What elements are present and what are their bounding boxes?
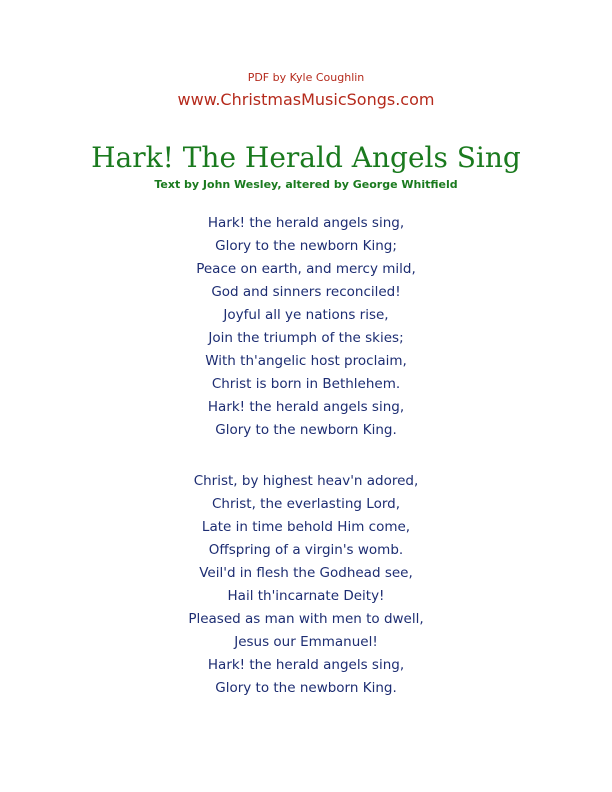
- lyric-line: God and sinners reconciled!: [211, 284, 401, 300]
- song-title: Hark! The Herald Angels Sing: [91, 141, 521, 174]
- lyric-line: Hark! the herald angels sing,: [207, 399, 405, 415]
- lyric-line: Christ, the everlasting Lord,: [211, 496, 401, 512]
- lyric-line: With th'angelic host proclaim,: [205, 353, 407, 369]
- lyric-line: Hail th'incarnate Deity!: [227, 588, 385, 604]
- lyric-line: Joyful all ye nations rise,: [223, 307, 389, 323]
- lyric-line: Glory to the newborn King.: [215, 680, 397, 696]
- lyric-line: Veil'd in flesh the Godhead see,: [199, 565, 413, 581]
- lyric-line: Join the triumph of the skies;: [208, 330, 404, 346]
- lyric-line: Christ is born in Bethlehem.: [211, 376, 401, 392]
- lyric-line: Hark! the herald angels sing,: [207, 657, 405, 673]
- website-link[interactable]: www.ChristmasMusicSongs.com: [177, 90, 435, 109]
- pdf-credit: PDF by Kyle Coughlin: [247, 71, 365, 84]
- lyric-line: Peace on earth, and mercy mild,: [196, 261, 416, 277]
- lyric-line: Pleased as man with men to dwell,: [188, 611, 424, 627]
- verse-1: [0, 212, 612, 442]
- lyric-line: Glory to the newborn King.: [215, 422, 397, 438]
- verse-2: [0, 470, 612, 700]
- lyric-line: Offspring of a virgin's womb.: [208, 542, 404, 558]
- lyric-line: Late in time behold Him come,: [201, 519, 411, 535]
- lyric-line: Hark! the herald angels sing,: [207, 215, 405, 231]
- lyric-line: Glory to the newborn King;: [215, 238, 397, 254]
- lyric-line: Christ, by highest heav'n adored,: [193, 473, 419, 489]
- lyric-line: Jesus our Emmanuel!: [234, 634, 378, 650]
- song-byline: Text by John Wesley, altered by George Whitfield: [154, 178, 458, 191]
